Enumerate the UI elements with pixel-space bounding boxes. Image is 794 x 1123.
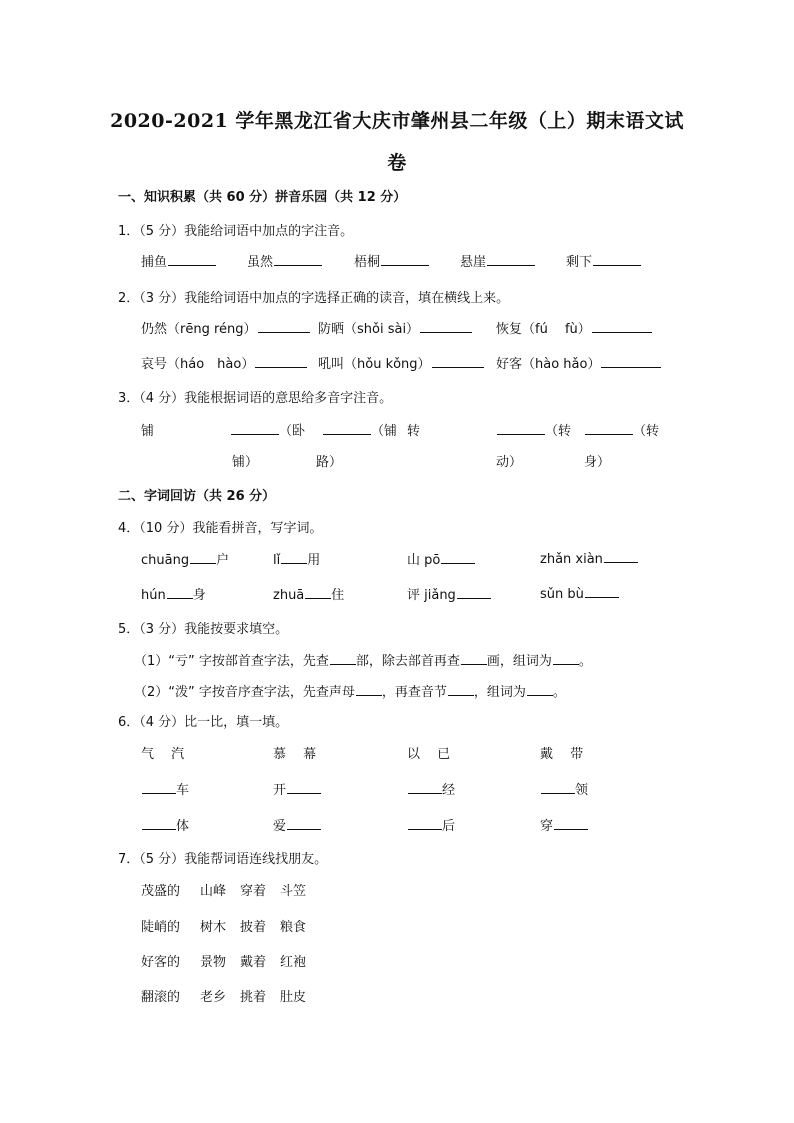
answer-blank[interactable] [527,682,553,696]
q4-item: zhǎn xiàn [540,549,638,567]
q7-word[interactable]: 戴着 [240,955,267,970]
question-2: 2．（3 分）我能给词语中加点的字选择正确的读音，填在横线上来。 [118,291,510,306]
q7-word[interactable]: 陡峭的 [141,920,181,935]
q6-item: 经 [407,779,455,798]
q7-word[interactable]: 肚皮 [280,990,307,1005]
q7-word[interactable]: 红袍 [280,955,307,970]
section-heading-2: 二、字词回访（共 26 分） [118,489,276,504]
answer-blank[interactable] [231,421,279,435]
section-heading-1: 一、知识积累（共 60 分）拼音乐园（共 12 分） [118,190,407,205]
answer-blank[interactable] [255,354,307,368]
question-3: 3．（4 分）我能根据词语的意思给多音字注音。 [118,391,393,406]
answer-blank[interactable] [323,421,371,435]
q2-option: 恢复（fú fù） [496,318,652,337]
answer-blank[interactable] [592,319,652,333]
q7-word[interactable]: 挑着 [240,990,267,1005]
answer-blank[interactable] [142,780,176,794]
answer-blank[interactable] [287,816,321,830]
q6-item: 后 [407,815,455,834]
q7-word[interactable]: 粮食 [280,920,307,935]
q7-word[interactable]: 斗笠 [280,884,307,899]
answer-blank[interactable] [356,682,382,696]
answer-blank[interactable] [604,549,638,563]
q3-blank-1: （卧 [230,420,305,439]
q5-sub-1: （1）“亏” 字按部首查字法，先查 部，除去部首再查 画，组词为 。 [134,650,592,669]
answer-blank[interactable] [448,682,474,696]
q3-char-pu: 铺 [141,424,155,439]
q2-option: 吼叫（hǒu kǒng） [318,353,484,372]
q1-word-5: 剩下 [566,251,641,270]
q6-item: 领 [540,779,588,798]
q3-context-2: 路） [316,455,343,470]
q4-item: 评 jiǎng [407,584,491,603]
q1-word-2: 虽然 [247,251,322,270]
q6-item: 开 [273,779,321,798]
question-7: 7．（5 分）我能帮词语连线找朋友。 [118,852,328,867]
q3-blank-3: （转 [496,420,571,439]
answer-blank[interactable] [487,252,535,266]
answer-blank[interactable] [408,780,442,794]
q6-pair: 慕 幕 [273,747,317,762]
answer-blank[interactable] [541,780,575,794]
q4-item: zhuā 住 [273,584,344,603]
answer-blank[interactable] [167,585,193,599]
question-1: 1．（5 分）我能给词语中加点的字注音。 [118,224,354,239]
answer-blank[interactable] [258,319,310,333]
q7-word[interactable]: 好客的 [141,955,181,970]
q3-context-3: 动） [496,455,523,470]
q7-word[interactable]: 树木 [200,920,227,935]
q4-item: 山 pō [407,549,475,568]
q2-option: 哀号（háo hào） [141,353,307,372]
answer-blank[interactable] [461,651,487,665]
answer-blank[interactable] [190,550,216,564]
q3-context-4: 身） [584,455,611,470]
q1-word-4: 悬崖 [460,251,535,270]
q7-word[interactable]: 山峰 [200,884,227,899]
q7-word[interactable]: 景物 [200,955,227,970]
answer-blank[interactable] [585,584,619,598]
answer-blank[interactable] [305,585,331,599]
q7-word[interactable]: 穿着 [240,884,267,899]
answer-blank[interactable] [585,421,633,435]
q3-blank-2: （铺 [322,420,397,439]
q3-context-1: 铺） [232,455,259,470]
q4-item: chuāng 户 [141,549,229,568]
q7-word[interactable]: 茂盛的 [141,884,181,899]
answer-blank[interactable] [168,252,216,266]
answer-blank[interactable] [330,651,356,665]
q7-word[interactable]: 披着 [240,920,267,935]
q6-pair: 以 已 [407,747,451,762]
answer-blank[interactable] [381,252,429,266]
answer-blank[interactable] [593,252,641,266]
answer-blank[interactable] [457,585,491,599]
answer-blank[interactable] [281,550,307,564]
q7-word[interactable]: 老乡 [200,990,227,1005]
q6-item: 穿 [540,815,588,834]
answer-blank[interactable] [553,651,579,665]
answer-blank[interactable] [274,252,322,266]
exam-title-line2: 卷 [387,152,407,174]
q3-blank-4: （转 [584,420,659,439]
q6-pair: 气 汽 [141,747,185,762]
answer-blank[interactable] [497,421,545,435]
q4-item: sǔn bù [540,584,619,602]
answer-blank[interactable] [432,354,484,368]
answer-blank[interactable] [287,780,321,794]
q6-item: 车 [141,779,189,798]
answer-blank[interactable] [142,816,176,830]
q6-pair: 戴 带 [540,747,584,762]
answer-blank[interactable] [554,816,588,830]
q6-item: 爱 [273,815,321,834]
q2-option: 防晒（shǒi sài） [318,318,472,337]
answer-blank[interactable] [601,354,661,368]
q4-item: hún 身 [141,584,206,603]
answer-blank[interactable] [408,816,442,830]
question-5: 5．（3 分）我能按要求填空。 [118,622,289,637]
q2-option: 仍然（rēng réng） [141,318,310,337]
q5-sub-2: （2）“泼” 字按音序查字法，先查声母 ，再查音节 ，组词为 。 [134,681,566,700]
q1-word-3: 梧桐 [354,251,429,270]
answer-blank[interactable] [441,550,475,564]
q7-word[interactable]: 翻滚的 [141,990,181,1005]
question-4: 4．（10 分）我能看拼音，写字词。 [118,521,323,536]
question-6: 6．（4 分）比一比，填一填。 [118,715,289,730]
q1-word-1: 捕鱼 [141,251,216,270]
q4-item: lǐ 用 [273,549,320,568]
exam-title-line1: 2020-2021 学年黑龙江省大庆市肇州县二年级（上）期末语文试 [110,110,684,132]
q6-item: 体 [141,815,189,834]
q2-option: 好客（hào hǎo） [496,353,661,372]
q3-char-zhuan: 转 [407,424,421,439]
answer-blank[interactable] [420,319,472,333]
